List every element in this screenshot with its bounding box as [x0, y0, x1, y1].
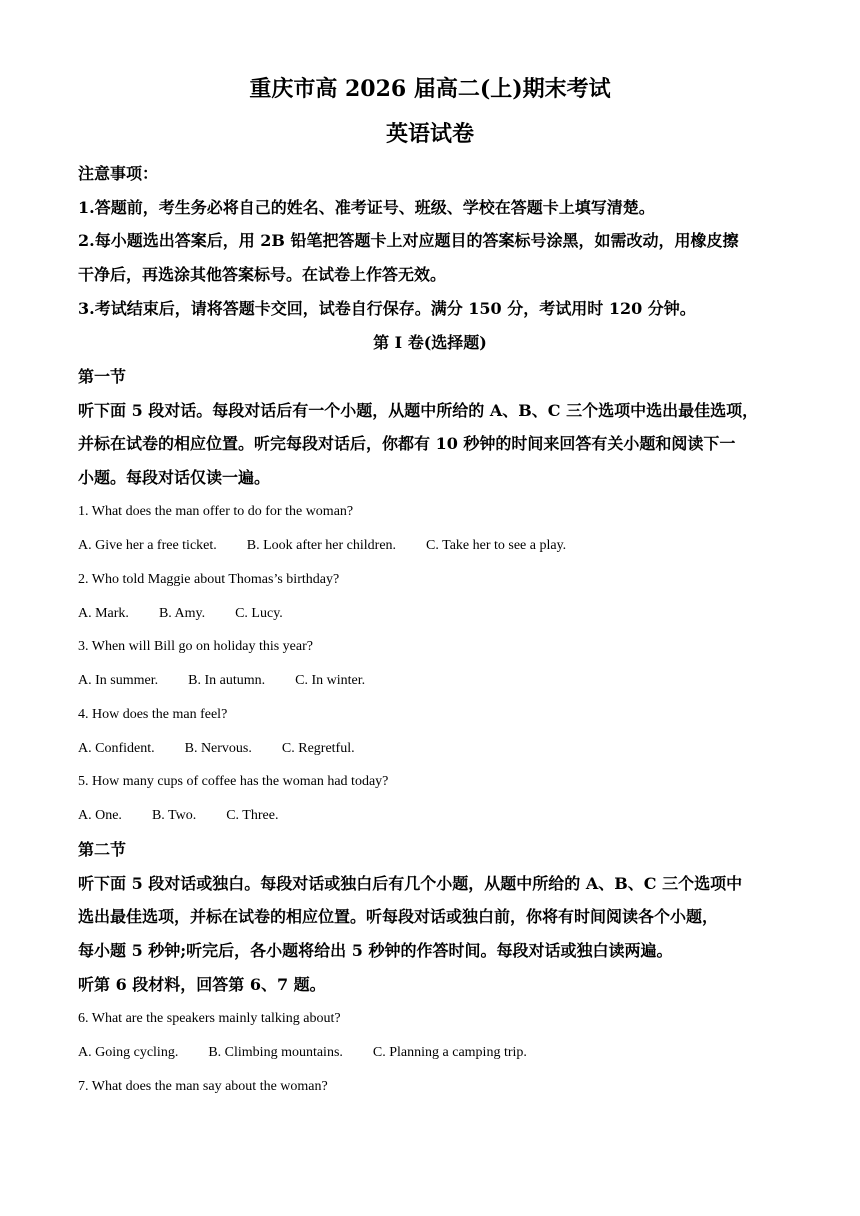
option-a: A. Going cycling.: [78, 1045, 179, 1060]
option-c: C. Planning a camping trip.: [372, 1045, 527, 1060]
question-1-options: [78, 537, 596, 555]
notice-item-1: 1.答题前，考生务必将自己的姓名、准考证号、班级、学校在答题卡上填写清楚。: [78, 198, 655, 217]
question-4: 4. How does the man feel?: [78, 707, 228, 722]
question-3-options: [78, 672, 395, 690]
option-c: C. Regretful.: [281, 741, 355, 756]
question-3: 3. When will Bill go on holiday this year?: [78, 639, 313, 654]
section-2-instructions-line-3: 每小题 5 秒钟;听完后，各小题将给出 5 秒钟的作答时间。每段对话或独白读两遍。: [78, 941, 673, 960]
exam-subtitle: 英语试卷: [385, 121, 474, 147]
section-2-heading: 第二节: [78, 840, 127, 859]
option-b: B. Amy.: [158, 606, 206, 621]
option-a: A. Mark.: [78, 606, 129, 621]
option-b: B. Nervous.: [184, 741, 252, 756]
section-1-instructions-line-1: 听下面 5 段对话。每段对话后有一个小题，从题中所给的 A、B、C 三个选项中选出最佳选项，: [78, 401, 759, 420]
option-b: B. In autumn.: [188, 673, 266, 688]
option-c: C. In winter.: [295, 673, 366, 688]
option-a: A. In summer.: [78, 673, 159, 688]
question-6: 6. What are the speakers mainly talking about?: [78, 1011, 341, 1026]
question-2: 2. Who told Maggie about Thomas’s birthday?: [78, 572, 340, 587]
question-6-options: [78, 1044, 557, 1062]
option-c: C. Lucy.: [235, 606, 283, 621]
section-1-instructions-line-2: 并标在试卷的相应位置。听完每段对话后，你都有 10 秒钟的时间来回答有关小题和阅读下一: [78, 434, 736, 453]
question-5: 5. How many cups of coffee has the woman had today?: [78, 774, 389, 789]
question-7: 7. What does the man say about the woman?: [78, 1079, 328, 1094]
material-6-heading: 听第 6 段材料，回答第 6、7 题。: [78, 975, 326, 994]
notice-item-3: 3.考试结束后，请将答题卡交回，试卷自行保存。满分 150 分，考试用时 120 分钟。: [78, 299, 696, 318]
section-1-instructions-line-3: 小题。每段对话仅读一遍。: [78, 468, 271, 487]
option-c: C. Take her to see a play.: [426, 538, 567, 553]
section-2-instructions-line-2: 选出最佳选项，并标在试卷的相应位置。听每段对话或独白前，你将有时间阅读各个小题，: [78, 907, 719, 926]
exam-title: 重庆市高 2026 届高二(上)期末考试: [249, 76, 611, 102]
question-1: 1. What does the man offer to do for the woman?: [78, 504, 354, 519]
question-5-options: [78, 807, 308, 825]
part-title: 第 I 卷(选择题): [373, 333, 487, 352]
option-a: A. Give her a free ticket.: [78, 538, 217, 553]
section-2-instructions-line-1: 听下面 5 段对话或独白。每段对话或独白后有几个小题，从题中所给的 A、B、C 三个选项中: [78, 874, 743, 893]
question-4-options: [78, 740, 385, 758]
option-a: A. One.: [78, 808, 122, 823]
option-c: C. Three.: [226, 808, 279, 823]
option-b: B. Look after her children.: [246, 538, 397, 553]
question-2-options: [78, 605, 313, 623]
option-a: A. Confident.: [78, 741, 155, 756]
option-b: B. Two.: [151, 808, 197, 823]
notice-item-2-line-1: 2.每小题选出答案后，用 2B 铅笔把答题卡上对应题目的答案标号涂黑，如需改动，用橡皮擦: [78, 231, 739, 250]
option-b: B. Climbing mountains.: [208, 1045, 343, 1060]
notice-heading: 注意事项：: [78, 164, 159, 183]
notice-item-2-line-2: 干净后，再选涂其他答案标号。在试卷上作答无效。: [78, 265, 447, 284]
section-1-heading: 第一节: [78, 367, 127, 386]
